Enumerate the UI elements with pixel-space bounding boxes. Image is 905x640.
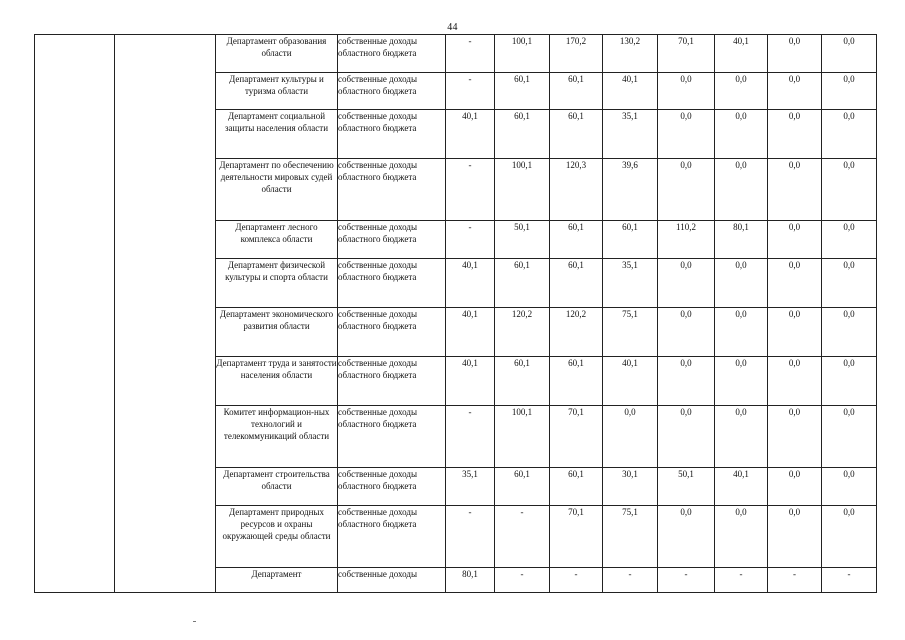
value-cell: 0,0: [822, 35, 877, 73]
department-cell: Комитет информацион-ных технологий и телекоммуникаций области: [216, 406, 338, 468]
value-cell: 0,0: [822, 159, 877, 221]
value-cell: -: [715, 568, 768, 593]
department-cell: Департамент физической культуры и спорта области: [216, 259, 338, 308]
value-cell: 60,1: [603, 221, 658, 259]
value-cell: 60,1: [495, 259, 550, 308]
funding-source-cell: собственные доходы областного бюджета: [338, 110, 446, 159]
department-cell: Департамент строительства области: [216, 468, 338, 506]
value-cell: -: [768, 568, 822, 593]
value-cell: 130,2: [603, 35, 658, 73]
value-cell: 0,0: [715, 308, 768, 357]
department-cell: Департамент экономического развития области: [216, 308, 338, 357]
value-cell: 0,0: [715, 357, 768, 406]
funding-source-cell: собственные доходы областного бюджета: [338, 308, 446, 357]
department-cell: Департамент труда и занятости населения области: [216, 357, 338, 406]
value-cell: 0,0: [658, 506, 715, 568]
value-cell: 0,0: [768, 468, 822, 506]
value-cell: 110,2: [658, 221, 715, 259]
funding-source-cell: собственные доходы областного бюджета: [338, 357, 446, 406]
value-cell: -: [550, 568, 603, 593]
page-number: 44: [447, 22, 458, 33]
funding-source-cell: собственные доходы областного бюджета: [338, 259, 446, 308]
value-cell: 70,1: [550, 406, 603, 468]
value-cell: 40,1: [446, 308, 495, 357]
value-cell: 120,2: [495, 308, 550, 357]
value-cell: 0,0: [715, 406, 768, 468]
value-cell: 70,1: [550, 506, 603, 568]
value-cell: 170,2: [550, 35, 603, 73]
value-cell: 30,1: [603, 468, 658, 506]
value-cell: 40,1: [446, 357, 495, 406]
value-cell: 40,1: [715, 468, 768, 506]
value-cell: 0,0: [768, 357, 822, 406]
department-cell: Департамент природных ресурсов и охраны окружающей среды области: [216, 506, 338, 568]
value-cell: 0,0: [768, 406, 822, 468]
value-cell: 0,0: [822, 221, 877, 259]
department-cell: Департамент социальной защиты населения области: [216, 110, 338, 159]
value-cell: 60,1: [550, 110, 603, 159]
value-cell: -: [446, 35, 495, 73]
value-cell: 100,1: [495, 406, 550, 468]
value-cell: 0,0: [715, 73, 768, 110]
value-cell: 120,3: [550, 159, 603, 221]
table-row: [35, 35, 877, 73]
value-cell: 0,0: [658, 110, 715, 159]
value-cell: 75,1: [603, 506, 658, 568]
department-cell: Департамент образования области: [216, 35, 338, 73]
value-cell: -: [446, 506, 495, 568]
value-cell: 0,0: [822, 506, 877, 568]
value-cell: 0,0: [822, 357, 877, 406]
value-cell: 60,1: [495, 357, 550, 406]
funding-source-cell: собственные доходы областного бюджета: [338, 506, 446, 568]
value-cell: 60,1: [550, 357, 603, 406]
value-cell: 35,1: [446, 468, 495, 506]
department-cell: Департамент по обеспечению деятельности мировых судей области: [216, 159, 338, 221]
value-cell: 40,1: [446, 110, 495, 159]
value-cell: 40,1: [603, 73, 658, 110]
value-cell: 40,1: [715, 35, 768, 73]
value-cell: 40,1: [446, 259, 495, 308]
department-cell: Департамент культуры и туризма области: [216, 73, 338, 110]
value-cell: 60,1: [550, 468, 603, 506]
value-cell: 60,1: [550, 221, 603, 259]
value-cell: 0,0: [603, 406, 658, 468]
value-cell: -: [822, 568, 877, 593]
value-cell: 75,1: [603, 308, 658, 357]
department-cell: Департамент: [216, 568, 338, 593]
funding-source-cell: собственные доходы областного бюджета: [338, 35, 446, 73]
funding-source-cell: собственные доходы областного бюджета: [338, 406, 446, 468]
department-cell: Департамент лесного комплекса области: [216, 221, 338, 259]
table-body: [35, 35, 877, 593]
value-cell: 0,0: [768, 73, 822, 110]
value-cell: 0,0: [768, 308, 822, 357]
value-cell: 0,0: [768, 110, 822, 159]
value-cell: 35,1: [603, 110, 658, 159]
funding-source-cell: собственные доходы областного бюджета: [338, 159, 446, 221]
value-cell: 120,2: [550, 308, 603, 357]
value-cell: -: [495, 568, 550, 593]
value-cell: 0,0: [715, 259, 768, 308]
value-cell: -: [446, 406, 495, 468]
value-cell: -: [603, 568, 658, 593]
funding-source-cell: собственные доходы: [338, 568, 446, 593]
value-cell: 0,0: [822, 308, 877, 357]
value-cell: 0,0: [768, 221, 822, 259]
value-cell: 0,0: [768, 159, 822, 221]
value-cell: 100,1: [495, 35, 550, 73]
value-cell: 0,0: [768, 506, 822, 568]
value-cell: 0,0: [658, 259, 715, 308]
value-cell: 0,0: [658, 159, 715, 221]
value-cell: 60,1: [550, 259, 603, 308]
value-cell: -: [446, 221, 495, 259]
value-cell: 60,1: [550, 73, 603, 110]
value-cell: 0,0: [658, 406, 715, 468]
budget-table: [34, 34, 877, 593]
funding-source-cell: собственные доходы областного бюджета: [338, 221, 446, 259]
value-cell: 100,1: [495, 159, 550, 221]
value-cell: 35,1: [603, 259, 658, 308]
value-cell: 0,0: [658, 73, 715, 110]
value-cell: 0,0: [715, 110, 768, 159]
value-cell: 50,1: [658, 468, 715, 506]
value-cell: 0,0: [715, 506, 768, 568]
value-cell: 0,0: [768, 259, 822, 308]
funding-source-cell: собственные доходы областного бюджета: [338, 73, 446, 110]
value-cell: 0,0: [658, 357, 715, 406]
value-cell: 0,0: [822, 406, 877, 468]
scan-mark: [193, 621, 196, 622]
value-cell: 80,1: [446, 568, 495, 593]
value-cell: 0,0: [822, 259, 877, 308]
value-cell: 0,0: [822, 73, 877, 110]
value-cell: 0,0: [822, 110, 877, 159]
value-cell: 50,1: [495, 221, 550, 259]
value-cell: 0,0: [822, 468, 877, 506]
value-cell: 0,0: [715, 159, 768, 221]
value-cell: -: [446, 159, 495, 221]
funding-source-cell: собственные доходы областного бюджета: [338, 468, 446, 506]
value-cell: -: [658, 568, 715, 593]
value-cell: 0,0: [768, 35, 822, 73]
value-cell: 60,1: [495, 73, 550, 110]
value-cell: -: [495, 506, 550, 568]
value-cell: 70,1: [658, 35, 715, 73]
row-group-cell-1: [35, 35, 115, 593]
value-cell: 60,1: [495, 468, 550, 506]
value-cell: 80,1: [715, 221, 768, 259]
value-cell: -: [446, 73, 495, 110]
value-cell: 0,0: [658, 308, 715, 357]
row-group-cell-2: [115, 35, 216, 593]
value-cell: 40,1: [603, 357, 658, 406]
value-cell: 39,6: [603, 159, 658, 221]
value-cell: 60,1: [495, 110, 550, 159]
